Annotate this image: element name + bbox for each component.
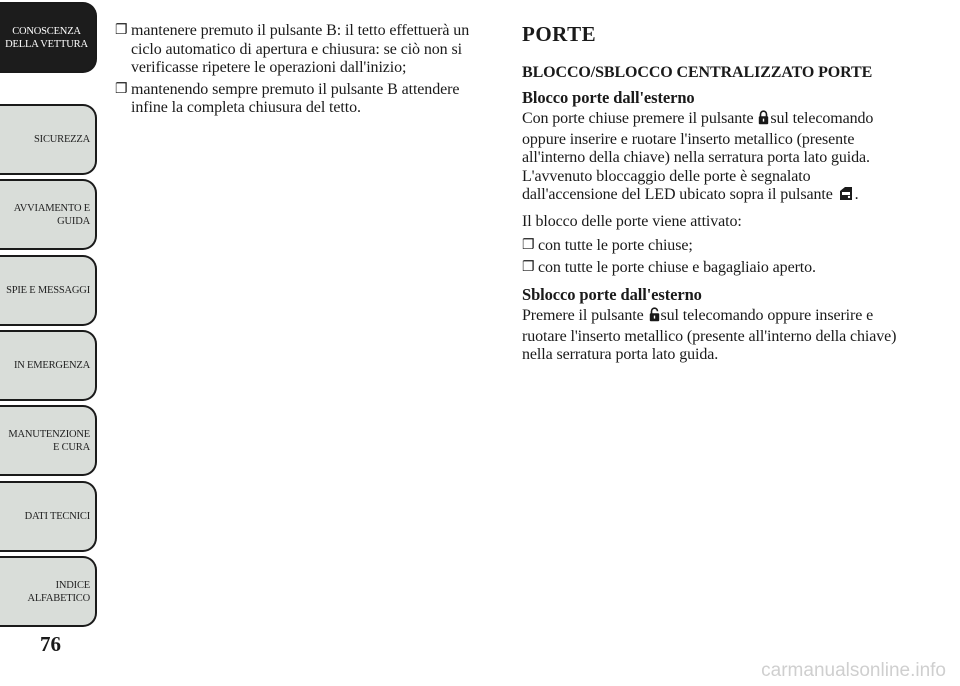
door-lock-icon (838, 186, 854, 207)
checkbox-bullet-icon: ❐ (522, 238, 535, 253)
list-item: ❐ con tutte le porte chiuse e bagagliaio aperto. (522, 258, 816, 276)
page-number: 76 (40, 632, 61, 656)
right-column (522, 22, 907, 371)
list-item: ❐ mantenendo sempre premuto il pulsante B attendere infine la completa chiusura del tetto. (115, 80, 460, 116)
heading-blocco: Blocco porte dall'esterno (522, 88, 695, 107)
section-subtitle: BLOCCO/SBLOCCO CENTRALIZZATO PORTE (522, 64, 873, 81)
tab-spie-e-messaggi[interactable]: SPIE E MESSAGGI (0, 255, 97, 326)
list-item: ❐ con tutte le porte chiuse; (522, 237, 693, 254)
tab-indice-alfabetico[interactable]: INDICE ALFABETICO (0, 556, 97, 627)
paragraph: Premere il pulsante sul telecomando oppure inserire e ruotare l'inserto metallico (presente all'interno della chiave) nella serratura porta lato guida. (522, 307, 897, 363)
list-item: ❐ mantenere premuto il pulsante B: il tetto effettuerà un ciclo automatico di apertura e chiusura: se ciò non si verificasse ripetere le operazioni dall'inizio; (115, 22, 470, 76)
tab-manutenzione-e-cura[interactable]: MANUTENZIONE E CURA (0, 405, 97, 476)
tab-conoscenza-della-vettura[interactable]: CONOSCENZA DELLA VETTURA (0, 2, 97, 73)
paragraph: Con porte chiuse premere il pulsante sul telecomando oppure inserire e ruotare l'inserto metallico (presente all'interno della chiave) nella serratura porta lato guida. L'avvenuto bloccaggio delle porte è segnalato dall'accensione del LED ubicato sopra il pulsante . (522, 110, 907, 207)
tab-dati-tecnici[interactable]: DATI TECNICI (0, 481, 97, 552)
checkbox-bullet-icon: ❐ (522, 259, 535, 275)
checkbox-bullet-icon: ❐ (115, 81, 128, 97)
tab-in-emergenza[interactable]: IN EMERGENZA (0, 330, 97, 401)
lock-open-icon (649, 307, 660, 328)
lock-closed-icon (758, 110, 769, 131)
checkbox-bullet-icon: ❐ (115, 23, 128, 38)
chapter-sidebar (0, 0, 100, 640)
section-title: PORTE (522, 22, 597, 46)
tab-avviamento-e-guida[interactable]: AVVIAMENTO E GUIDA (0, 179, 97, 250)
heading-sblocco: Sblocco porte dall'esterno (522, 285, 702, 304)
paragraph: Il blocco delle porte viene attivato: (522, 212, 742, 230)
tab-sicurezza[interactable]: SICUREZZA (0, 104, 97, 175)
watermark: carmanualsonline.info (761, 660, 946, 681)
left-column (115, 22, 495, 121)
